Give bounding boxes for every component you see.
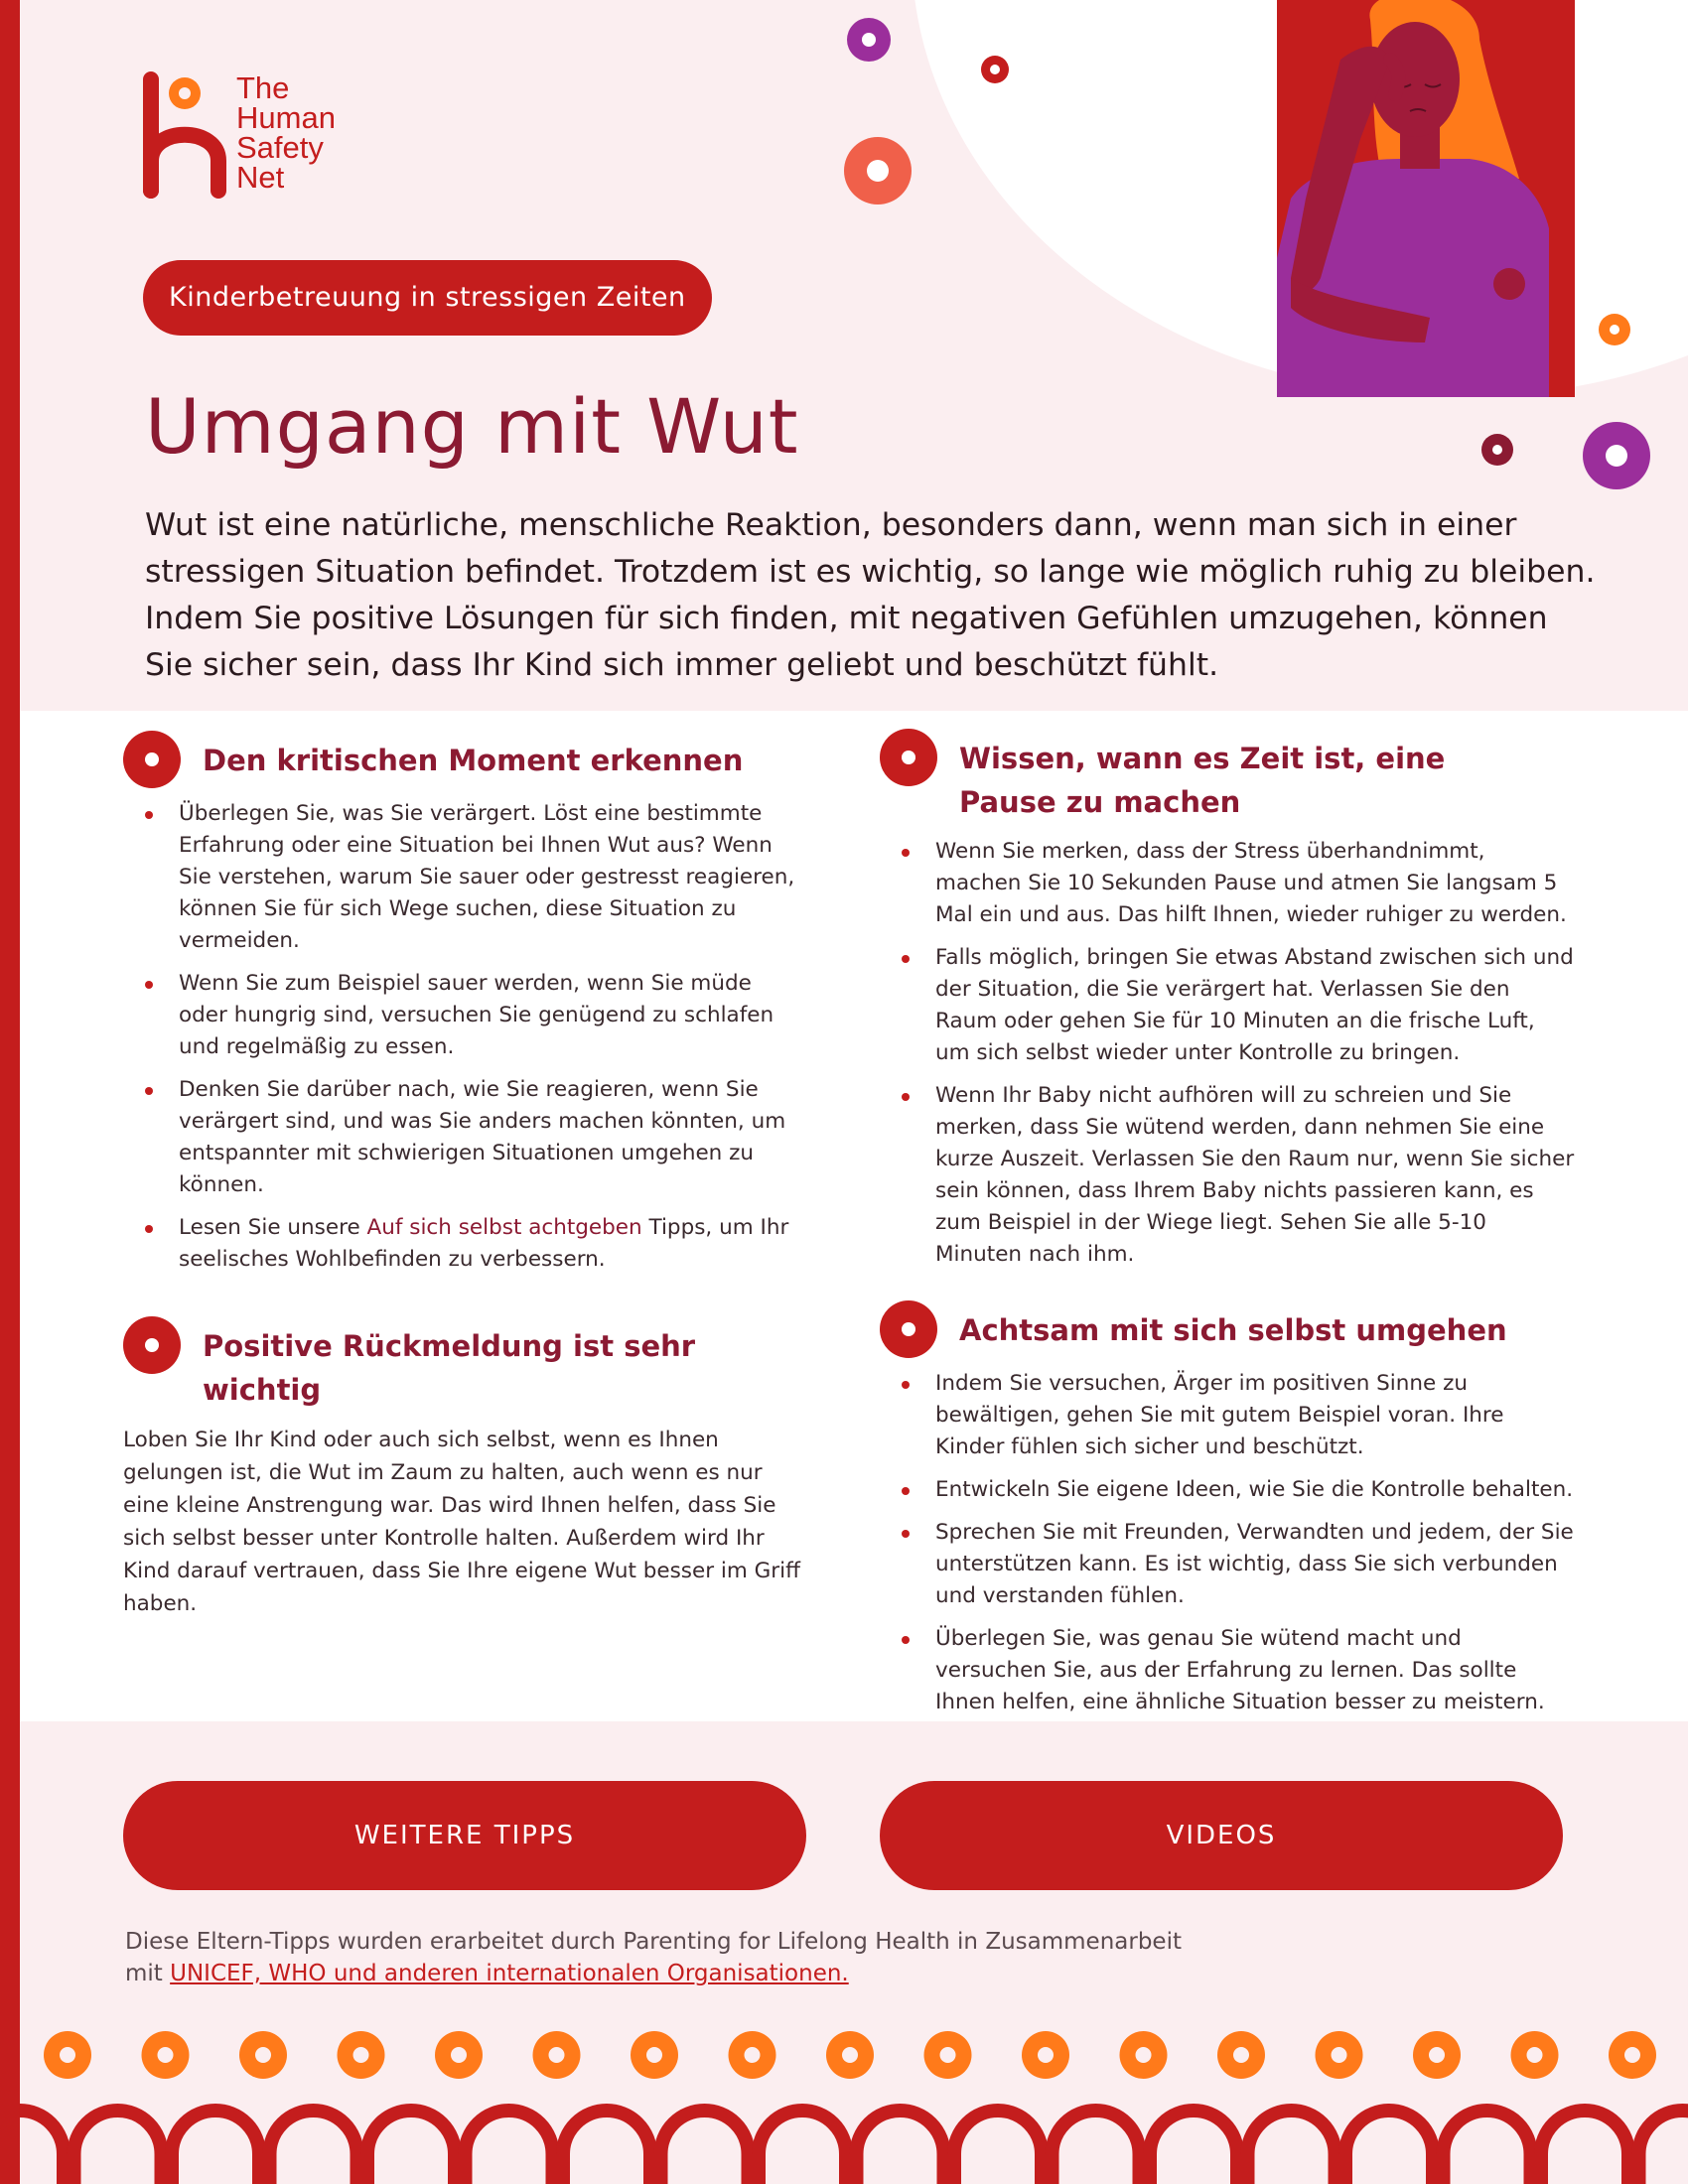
decor-arch — [1345, 2111, 1433, 2184]
decor-arch — [954, 2111, 1042, 2184]
section-bullet-icon — [123, 731, 181, 788]
section-title: Achtsam mit sich selbst umgehen — [959, 1313, 1507, 1347]
decor-dot-center — [158, 2047, 174, 2063]
intro-paragraph: Wut ist eine natürliche, menschliche Reaktion, besonders dann, wenn man sich in einer stressigen Situation befindet. Trotzdem ist es wichtig, so lange wie möglich ruhig zu bleiben. Indem Sie positive Lösungen für sich finden, mit negativen Gefühlen umzugehen, können Sie sicher sein, dass Ihr Kind sich immer geliebt und beschützt fühlt. — [145, 507, 1596, 683]
more-tips-button[interactable]: WEITERE TIPPS — [123, 1781, 806, 1890]
decor-arch — [759, 2111, 846, 2184]
section-heading — [123, 739, 798, 788]
section-title: Wissen, wann es Zeit ist, eine Pause zu machen — [959, 742, 1446, 819]
section-paragraph: Loben Sie Ihr Kind oder auch sich selbst, wenn es Ihnen gelungen ist, die Wut im Zaum zu halten, auch wenn es nur eine kleine Anstrengung war. Das wird Ihnen helfen, dass Sie sich selbst besser unter Kontrolle halten. Außerdem wird Ihr Kind darauf vertrauen, dass Sie Ihre eigene Wut besser im Griff haben. — [123, 1428, 800, 1616]
logo-line-4: Net — [236, 160, 285, 195]
logo-wordmark — [236, 70, 336, 195]
section-bullet-icon — [123, 1316, 181, 1374]
decor-dot-center — [1429, 2047, 1445, 2063]
list-item: Indem Sie versuchen, Ärger im positiven Sinne zu bewältigen, gehen Sie mit gutem Beispiel voran. Ihre Kinder fühlen sich sicher und beschützt. — [880, 1368, 1575, 1463]
bottom-decoration — [20, 2025, 1688, 2184]
list-item: Falls möglich, bringen Sie etwas Abstand zwischen sich und der Situation, die Sie verärgert hat. Verlassen Sie den Raum oder gehen Sie für 10 Minuten an die frische Luft, um sich selbst wieder unter Kontrolle zu bringen. — [880, 942, 1575, 1069]
list-item: Entwickeln Sie eigene Ideen, wie Sie die Kontrolle behalten. — [880, 1474, 1575, 1506]
list-item: Überlegen Sie, was genau Sie wütend macht und versuchen Sie, aus der Erfahrung zu lernen. Das sollte Ihnen helfen, eine ähnliche Situation besser zu meistern. — [880, 1623, 1575, 1718]
decor-dot-center — [1136, 2047, 1152, 2063]
list-item: Denken Sie darüber nach, wie Sie reagieren, wenn Sie verärgert sind, und was Sie anders machen könnten, um entspannter mit schwierigen Situationen umgehen zu können. — [123, 1074, 798, 1201]
videos-button[interactable]: VIDEOS — [880, 1781, 1563, 1890]
section-list — [123, 798, 798, 1276]
credit-line-2-prefix: mit — [125, 1961, 171, 1986]
list-item-text: Tipps, um Ihr seelisches Wohlbefinden zu verbessern. — [179, 1215, 789, 1272]
section-heading — [123, 1324, 808, 1412]
section-positive-feedback — [123, 1324, 808, 1620]
section-list — [880, 1368, 1575, 1718]
logo-line-3: Safety — [236, 130, 324, 165]
decor-dot-center — [1038, 2047, 1054, 2063]
list-item — [123, 1212, 798, 1276]
decor-arch — [466, 2111, 553, 2184]
list-item: Wenn Ihr Baby nicht aufhören will zu schreien und Sie merken, dass Sie wütend werden, dann nehmen Sie eine kurze Auszeit. Verlassen Sie den Raum nur, wenn Sie sicher sein können, dass Ihrem Baby nichts passieren kann, es zum Beispiel in der Wiege liegt. Sehen Sie alle 5-10 Minuten nach ihm. — [880, 1080, 1575, 1271]
decor-dot-center — [1332, 2047, 1347, 2063]
logo-line-2: Human — [236, 100, 336, 135]
section-take-a-break — [880, 737, 1575, 1282]
decor-arch — [563, 2111, 650, 2184]
logo-line-1: The — [236, 70, 290, 105]
decor-dot-center — [549, 2047, 565, 2063]
decor-arch — [661, 2111, 749, 2184]
decor-dot-center — [255, 2047, 271, 2063]
section-heading — [880, 1308, 1575, 1358]
decor-dot-center — [60, 2047, 75, 2063]
decor-arch — [1541, 2111, 1628, 2184]
decor-dot-center — [451, 2047, 467, 2063]
section-critical-moment — [123, 739, 798, 1287]
decor-arch — [857, 2111, 944, 2184]
decor-dot-center — [1233, 2047, 1249, 2063]
decor-dot-center — [745, 2047, 761, 2063]
credit-text — [125, 1926, 1416, 1989]
decor-dot-center — [940, 2047, 956, 2063]
list-item-text: Lesen Sie unsere — [179, 1215, 367, 1240]
credit-line-1: Diese Eltern-Tipps wurden erarbeitet durch Parenting for Lifelong Health in Zusammenarbeit — [125, 1929, 1182, 1955]
section-bullet-icon — [880, 1300, 937, 1358]
decor-arch — [74, 2111, 162, 2184]
section-list — [880, 836, 1575, 1271]
decor-arch — [1444, 2111, 1531, 2184]
left-accent-bar — [0, 0, 20, 2184]
decor-arch — [1248, 2111, 1336, 2184]
decor-dot-center — [842, 2047, 858, 2063]
decor-dot-center — [353, 2047, 369, 2063]
organizations-link[interactable]: UNICEF, WHO und anderen internationalen Organisationen. — [170, 1961, 849, 1986]
decor-arch — [367, 2111, 455, 2184]
page-title: Umgang mit Wut — [145, 382, 799, 471]
hero-section — [20, 0, 1688, 711]
list-item: Wenn Sie merken, dass der Stress überhandnimmt, machen Sie 10 Sekunden Pause und atmen Sie langsam 5 Mal ein und aus. Das hilft Ihnen, wieder ruhiger zu werden. — [880, 836, 1575, 931]
section-mindful — [880, 1308, 1575, 1729]
series-tag-pill: Kinderbetreuung in stressigen Zeiten — [143, 260, 712, 336]
decor-dot-center — [1527, 2047, 1543, 2063]
self-care-link[interactable]: Auf sich selbst achtgeben — [366, 1215, 642, 1240]
decor-arch — [1053, 2111, 1140, 2184]
decor-dot-center — [646, 2047, 662, 2063]
decor-arch — [1150, 2111, 1237, 2184]
decor-arch — [172, 2111, 259, 2184]
decor-arch — [20, 2111, 64, 2184]
section-title: Den kritischen Moment erkennen — [203, 744, 744, 777]
section-bullet-icon — [880, 729, 937, 786]
list-item: Überlegen Sie, was Sie verärgert. Löst eine bestimmte Erfahrung oder eine Situation bei Ihnen Wut aus? Wenn Sie verstehen, warum Sie sauer oder gestresst reagieren, können Sie für sich Wege suchen, diese Situation zu vermeiden. — [123, 798, 798, 957]
section-title: Positive Rückmeldung ist sehr wichtig — [203, 1329, 696, 1407]
list-item: Sprechen Sie mit Freunden, Verwandten und jedem, der Sie unterstützen kann. Es ist wichtig, dass Sie sich verbunden und verstanden fühlen. — [880, 1517, 1575, 1612]
decor-arch — [1639, 2111, 1688, 2184]
section-heading — [880, 737, 1575, 824]
decor-arch — [270, 2111, 357, 2184]
decor-dot-center — [1624, 2047, 1640, 2063]
list-item: Wenn Sie zum Beispiel sauer werden, wenn Sie müde oder hungrig sind, versuchen Sie genügend zu schlafen und regelmäßig zu essen. — [123, 968, 798, 1063]
